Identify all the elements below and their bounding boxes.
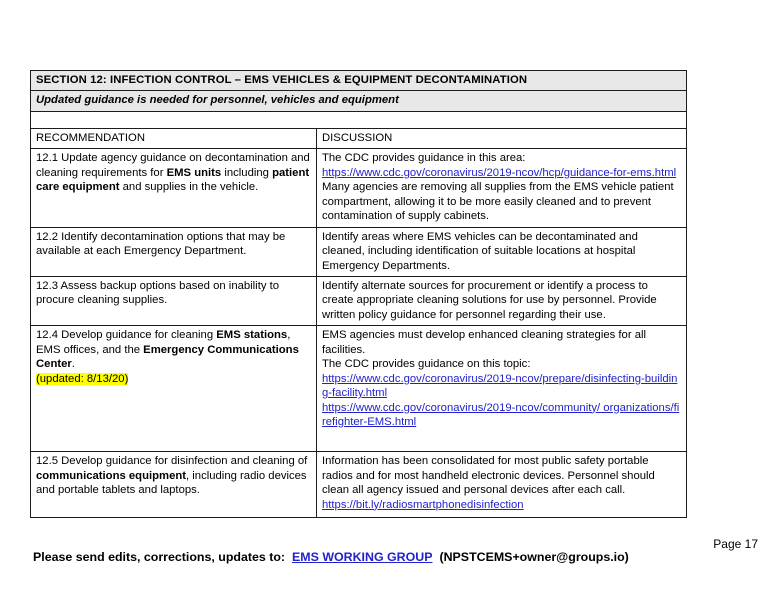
discussion-cell-12-2 xyxy=(317,227,687,276)
rec-text-part: including xyxy=(221,166,273,179)
footer-email-text: (NPSTCEMS+owner@groups.io) xyxy=(439,550,629,564)
discussion-line: The CDC provides guidance in this area: xyxy=(322,152,526,165)
table-row xyxy=(31,326,687,452)
discussion-link-wrap xyxy=(322,401,682,430)
column-header-row xyxy=(31,128,687,148)
rec-text-part: and supplies in the vehicle. xyxy=(119,181,259,194)
discussion-line: The CDC provides guidance on this topic: xyxy=(322,358,531,371)
updated-badge: (updated: 8/13/20) xyxy=(36,372,129,385)
recommendation-text-12-5 xyxy=(36,454,312,497)
recommendation-text-12-3: 12.3 Assess backup options based on inability to procure cleaning supplies. xyxy=(36,279,280,307)
section-subtitle: Updated guidance is needed for personnel, vehicles and equipment xyxy=(31,91,687,111)
cdc-disinfecting-building-facility-link[interactable]: https://www.cdc.gov/coronavirus/2019-ncov/prepare/disinfecting-building-facility.html xyxy=(322,372,678,400)
rec-text-part: 12.1 Update agency guidance on decontamination and cleaning requirements for xyxy=(36,152,310,179)
discussion-cell-12-4 xyxy=(317,326,687,452)
recommendation-text-12-2: 12.2 Identify decontamination options that may be available at each Emergency Department. xyxy=(36,230,286,258)
recommendation-cell-12-5 xyxy=(31,452,317,518)
section-title-row xyxy=(31,71,687,91)
rec-text-part: , EMS offices, and the xyxy=(36,329,291,356)
discussion-line: EMS agencies must develop enhanced cleaning strategies for all facilities. xyxy=(322,329,647,356)
rec-bold-communications-equipment: communications equipment xyxy=(36,469,187,482)
rec-bold-ems-units: EMS units xyxy=(166,166,222,179)
rec-text-part: , including radio devices and portable tablets and laptops. xyxy=(36,469,307,497)
discussion-link-wrap xyxy=(322,498,682,512)
discussion-link-wrap xyxy=(322,372,682,401)
recommendation-cell-12-3 xyxy=(31,276,317,325)
rec-bold-patient-care-equipment: patient care equipment xyxy=(36,166,310,194)
cdc-guidance-for-ems-link[interactable]: https://www.cdc.gov/coronavirus/2019-ncov/hcp/guidance-for-ems.html xyxy=(322,166,677,179)
recommendations-table xyxy=(30,70,687,518)
rec-bold-emergency-communications-center: Emergency Communications Center xyxy=(36,343,299,371)
discussion-cell-12-1 xyxy=(317,149,687,227)
table-row xyxy=(31,227,687,276)
column-header-recommendation: RECOMMENDATION xyxy=(31,128,317,148)
updated-badge-wrap xyxy=(36,372,312,386)
rec-text-part: 12.4 Develop guidance for cleaning xyxy=(36,329,217,342)
section-title: SECTION 12: INFECTION CONTROL – EMS VEHICLES & EQUIPMENT DECONTAMINATION xyxy=(31,71,687,91)
discussion-cell-12-3 xyxy=(317,276,687,325)
column-header-discussion: DISCUSSION xyxy=(317,128,687,148)
footer-note xyxy=(33,550,629,564)
bitly-radio-disinfection-link[interactable]: https://bit.ly/radiosmartphonedisinfection xyxy=(322,498,524,511)
section-subtitle-row xyxy=(31,91,687,111)
rec-text-part: . xyxy=(71,358,75,371)
recommendation-cell-12-2 xyxy=(31,227,317,276)
discussion-cell-12-5 xyxy=(317,452,687,518)
discussion-line: Many agencies are removing all supplies from the EMS vehicle patient compartment, allowing it to be more easily cleaned and to prevent contamination of supply cabinets. xyxy=(322,181,674,223)
table-row xyxy=(31,149,687,227)
discussion-line: Identify areas where EMS vehicles can be decontaminated and cleaned, including identification of suitable locations at hospital Emergency Departments. xyxy=(322,230,638,272)
rec-text-part: 12.5 Develop guidance for disinfection and cleaning of xyxy=(36,455,308,468)
recommendation-text-12-4 xyxy=(36,328,312,371)
table-row xyxy=(31,452,687,518)
footer-lead-text: Please send edits, corrections, updates to: xyxy=(33,550,286,564)
rec-bold-ems-stations: EMS stations xyxy=(216,329,288,342)
recommendation-text-12-1 xyxy=(36,151,312,194)
spacer-row xyxy=(31,111,687,128)
discussion-line: Identify alternate sources for procurement or identify a process to create appropriate cleaning solutions for use by personnel. Provide written policy guidance for personnel regarding their use. xyxy=(322,279,657,321)
ems-working-group-link[interactable]: EMS WORKING GROUP xyxy=(292,550,433,564)
table-row xyxy=(31,276,687,325)
cdc-firefighter-ems-link[interactable]: https://www.cdc.gov/coronavirus/2019-ncov/community/ organizations/firefighter-EMS.html xyxy=(322,401,680,429)
discussion-link-wrap xyxy=(322,166,682,180)
spacer-cell xyxy=(31,111,687,128)
recommendation-cell-12-1 xyxy=(31,149,317,227)
page-number: Page 17 xyxy=(713,537,758,551)
discussion-line: Information has been consolidated for most public safety portable radios and for most handheld electronic devices. Personnel should clean all agency issued and personal devices after each call. xyxy=(322,455,655,497)
recommendation-cell-12-4 xyxy=(31,326,317,452)
